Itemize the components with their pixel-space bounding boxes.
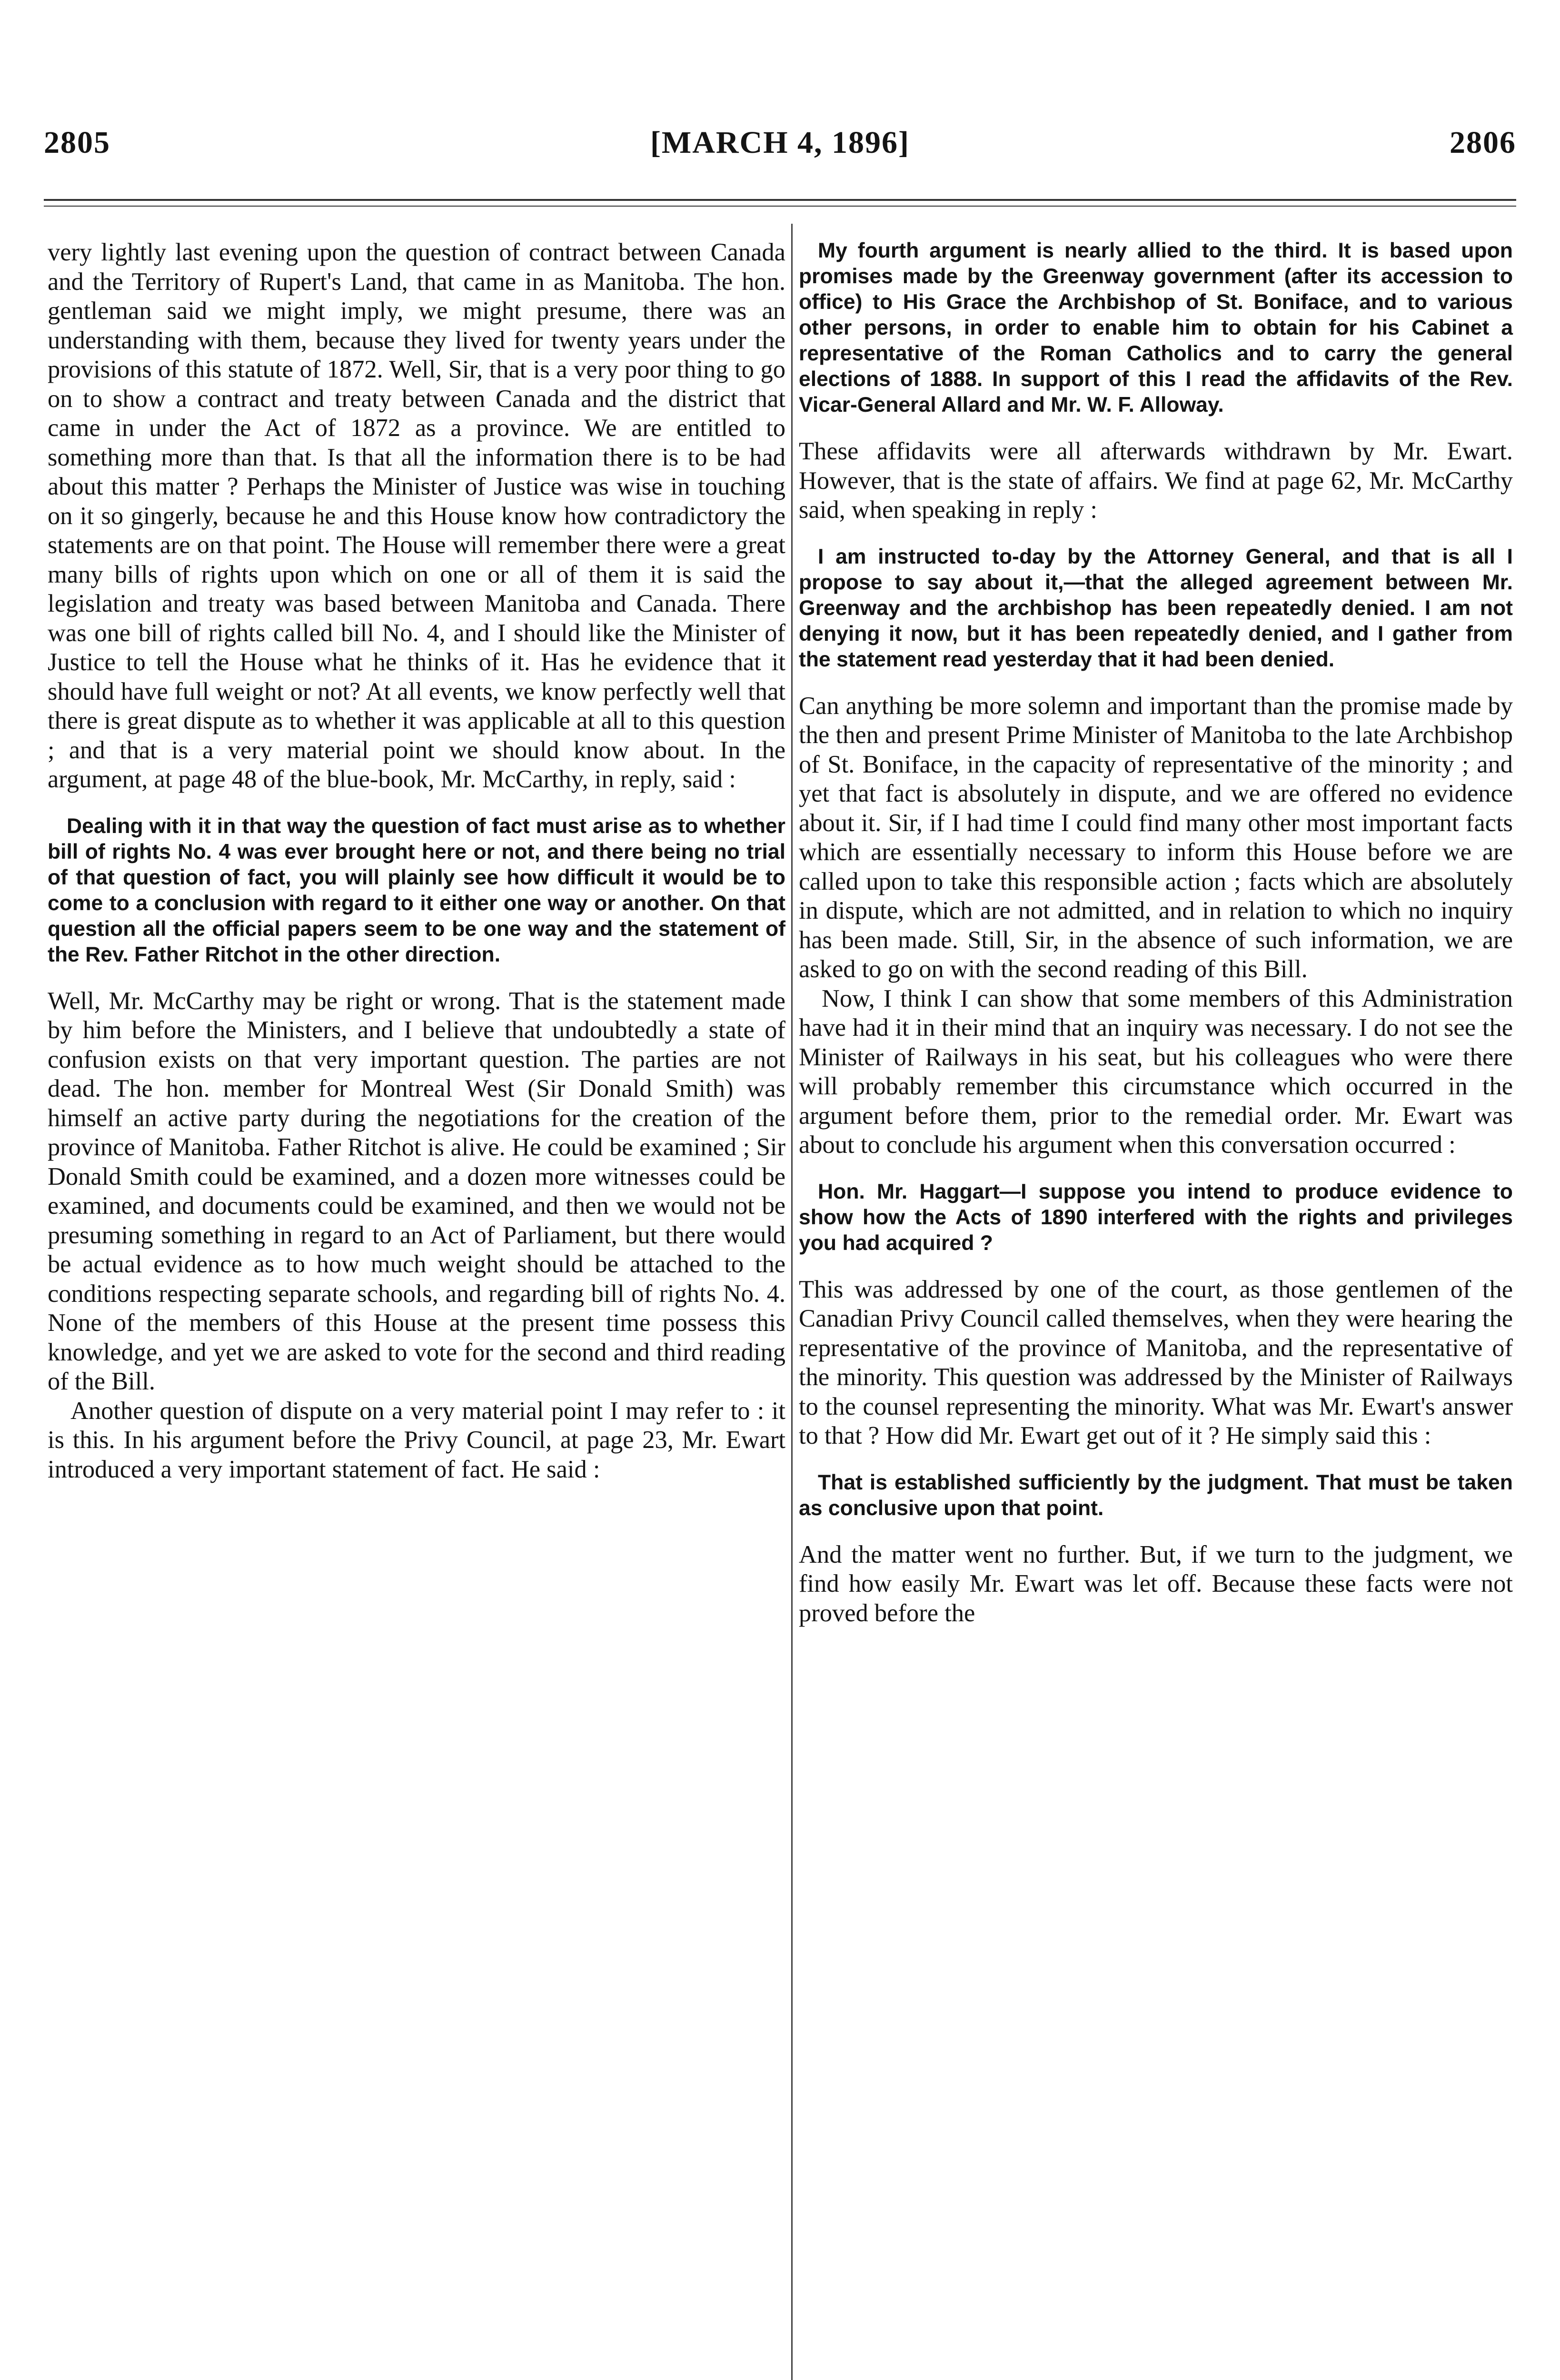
right-quote-3: Hon. Mr. Haggart—I suppose you intend to produce evidence to show how the Acts of 1890 interfered with the rights and privileges you had acquired ? [799, 1180, 1513, 1255]
right-paragraph-2: Can anything be more solemn and important than the promise made by the then and present Prime Minister of Manitoba to the late Archbishop of St. Boniface, in the capacity of representative of the minority ; and yet that fact is absolutely in dispute, and we are offered no evidence about it. Sir, if I had time I could find many other most important facts which are essentially necessary to inform this House before we are called upon to take this responsible action ; facts which are absolutely in dispute, which are not admitted, and in relation to which no inquiry has been made. Still, Sir, in the absence of such information, we are asked to go on with the second reading of this Bill. [799, 692, 1513, 983]
page-number-left: 2805 [44, 125, 110, 160]
header-rule [44, 199, 1516, 201]
left-paragraph-3: Another question of dispute on a very material point I may refer to : it is this. In his argument before the Privy Council, at page 23, Mr. Ewart introduced a very important statement of fact. He said : [48, 1397, 785, 1483]
right-paragraph-4: This was addressed by one of the court, as those gentlemen of the Canadian Privy Council called themselves, when they were hearing the representative of the province of Manitoba, and the representative of the minority. This question was addressed by the Minister of Railways to the counsel representing the minority. What was Mr. Ewart's answer to that ? How did Mr. Ewart get out of it ? He simply said this : [799, 1275, 1513, 1449]
right-paragraph-3: Now, I think I can show that some members of this Administration have had it in their mind that an inquiry was necessary. I do not see the Minister of Railways in his seat, but his colleagues who were there will probably remember this circumstance which occurred in the argument before them, prior to the remedial order. Mr. Ewart was about to conclude his argument when this conversation occurred : [799, 984, 1513, 1159]
right-paragraph-5: And the matter went no further. But, if we turn to the judgment, we find how easily Mr. Ewart was let off. Because these facts were not proved before the [799, 1540, 1513, 1627]
header-rule-thin [44, 206, 1516, 207]
column-divider [791, 224, 793, 2380]
right-quote-1: My fourth argument is nearly allied to the third. It is based upon promises made by the Greenway government (after its accession to office) to His Grace the Archbishop of St. Boniface, and to various other persons, in order to enable him to obtain for his Cabinet a representative of the Roman Catholics and to carry the general elections of 1888. In support of this I read the affidavits of the Rev. Vicar-General Allard and Mr. W. F. Alloway. [799, 239, 1513, 416]
page-number-right: 2806 [1449, 125, 1516, 160]
left-paragraph-1: very lightly last evening upon the question of contract between Canada and the Territory of Rupert's Land, that came in as Manitoba. The hon. gentleman said we might imply, we might presume, there was an understanding with them, because they lived for twenty years under the provisions of this statute of 1872. Well, Sir, that is a very poor thing to go on to show a contract and treaty between Canada and the district that came in under the Act of 1872 as a province. We are entitled to something more than that. Is that all the information there is to be had about this matter ? Perhaps the Minister of Justice was wise in touching on it so gingerly, because he and this House know how contradictory the statements are on that point. The House will remember there were a great many bills of rights upon which on one or all of them it is said the legislation and treaty was based between Manitoba and Canada. There was one bill of rights called bill No. 4, and I should like the Minister of Justice to tell the House what he thinks of it. Has he evidence that it should have full weight or not? At all events, we know perfectly well that there is great dispute as to whether it was applicable at all to this question ; and that is a very material point we should know about. In the argument, at page 48 of the blue-book, Mr. McCarthy, in reply, said : [48, 238, 785, 793]
page-header [44, 114, 1516, 171]
left-column [48, 238, 785, 1484]
page-date: [MARCH 4, 1896] [650, 125, 910, 160]
left-paragraph-2: Well, Mr. McCarthy may be right or wrong. That is the statement made by him before the Ministers, and I believe that undoubtedly a state of confusion exists on that very important question. The parties are not dead. The hon. member for Montreal West (Sir Donald Smith) was himself an active party during the negotiations for the creation of the province of Manitoba. Father Ritchot is alive. He could be examined ; Sir Donald Smith could be examined, and a dozen more witnesses could be examined, and documents could be examined, and then we would not be presuming something in regard to an Act of Parliament, but there would be actual evidence as to how much weight should be attached to the conditions respecting separate schools, and regarding bill of rights No. 4. None of the members of this House at the present time possess this knowledge, and yet we are asked to vote for the second and third reading of the Bill. [48, 987, 785, 1395]
right-column [799, 238, 1513, 1628]
left-quote-1: Dealing with it in that way the question of fact must arise as to whether bill of rights No. 4 was ever brought here or not, and there being no trial of that question of fact, you will plainly see how difficult it would be to come to a conclusion with regard to it either one way or another. On that question all the official papers seem to be one way and the statement of the Rev. Father Ritchot in the other direction. [48, 814, 785, 966]
right-quote-2: I am instructed to-day by the Attorney General, and that is all I propose to say about it,—that the alleged agreement between Mr. Greenway and the archbishop has been repeatedly denied. I am not denying it now, but it has been repeatedly denied, and I gather from the statement read yesterday that it had been denied. [799, 545, 1513, 671]
right-paragraph-1: These affidavits were all afterwards withdrawn by Mr. Ewart. However, that is the state of affairs. We find at page 62, Mr. McCarthy said, when speaking in reply : [799, 437, 1513, 524]
right-quote-4: That is established sufficiently by the judgment. That must be taken as conclusive upon that point. [799, 1470, 1513, 1520]
